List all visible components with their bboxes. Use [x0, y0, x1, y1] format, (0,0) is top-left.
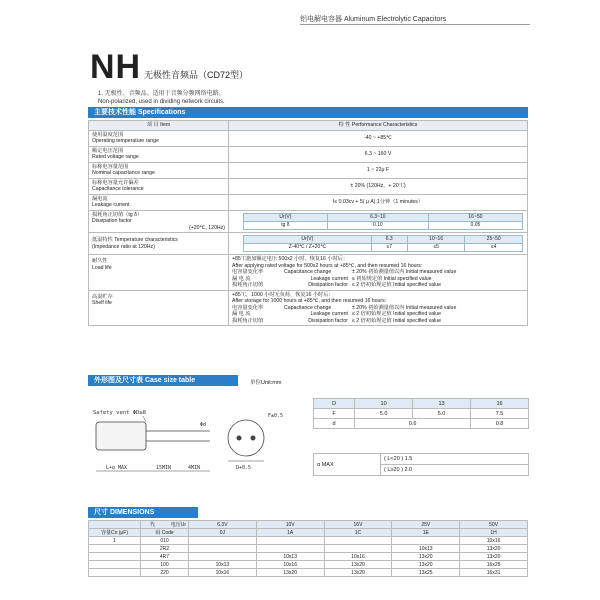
capacitor-body: [96, 422, 146, 450]
dim-hdr2-3: 1A: [256, 529, 324, 537]
df-r3: 0.05: [428, 221, 522, 229]
alpha-v2: ( L≥20 ) 2.0: [381, 465, 529, 476]
dim-cell: [324, 537, 392, 545]
table-row: [89, 569, 528, 577]
dim-cell: 10x13: [392, 545, 460, 553]
spec-row-load: [89, 255, 528, 291]
dim-hdr2-4: 1C: [324, 529, 392, 537]
dim-cell: 10x16: [324, 553, 392, 561]
df-h1: Ur(V): [244, 213, 328, 221]
spec-label-cn: 标称电容量允许偏差: [92, 179, 139, 186]
dim-cell: 13x20: [392, 561, 460, 569]
spec-label-en: Load life: [92, 264, 112, 271]
table-row: [89, 537, 528, 545]
dim-cell: 13x20: [460, 545, 528, 553]
dim-hdr2-2: 0J: [189, 529, 257, 537]
f-3: 7.5: [471, 409, 529, 419]
lt-r4: ≤4: [465, 244, 523, 252]
dim-cell: 4R7: [141, 553, 189, 561]
shelf-c1: ± 20% 初始测量值以内 Initial measured value: [352, 304, 457, 311]
shelf-c2: ≤ 2 倍初始规定值 Initial specified value: [352, 311, 442, 317]
header-rule: [300, 24, 530, 25]
drawing-min-label: 15MIN: [156, 465, 172, 471]
spec-row-lowtemp: [89, 233, 528, 255]
series-name: NH: [90, 48, 142, 86]
dim-cell: 10x16: [189, 569, 257, 577]
spec-row-shelf: [89, 290, 528, 326]
df-h2: 6.3~10: [327, 213, 428, 221]
load-line-en: After applying rated voltage for 500x2 hours at +85℃, and then resumed 16 hours:: [232, 262, 423, 269]
dim-cell: [89, 569, 141, 577]
dim-cell: 010: [141, 537, 189, 545]
dim-cell: [189, 537, 257, 545]
feature-line-en: Non-polarized, used in dividing network circuits.: [98, 99, 225, 105]
spec-table: [88, 120, 528, 326]
dim-cell: [256, 545, 324, 553]
dim-cell: 100: [141, 561, 189, 569]
spec-row: [89, 178, 528, 194]
spec-label-cn: 耐久性: [92, 258, 108, 264]
dim-cell: 13x20: [324, 561, 392, 569]
shelf-a1: 电容量变化率: [232, 304, 264, 311]
dim-cell: 13x25: [392, 569, 460, 577]
spec-label-cn: 漏电流: [92, 195, 108, 202]
capacitor-end-view: [228, 420, 264, 456]
dim-cell: [89, 553, 141, 561]
drawing-phi-label: Φd: [200, 422, 207, 428]
section-dimensions: 尺寸 DIMENSIONS: [88, 507, 198, 518]
df-table: [243, 213, 523, 230]
shelf-b1: Capacitance change: [284, 304, 332, 311]
alpha-label: α MAX: [314, 454, 381, 476]
spec-row: [89, 146, 528, 162]
dim-cell: 13x20: [460, 553, 528, 561]
dim-cell: [189, 545, 257, 553]
dim-hdr2a: 代: [150, 522, 156, 528]
load-c2: ≤ 初始规定值 Initial specified value: [352, 275, 432, 282]
features: [98, 90, 225, 106]
df-r1: tg δ: [244, 221, 328, 229]
dim-hdr2-6: 1H: [460, 529, 528, 537]
drawing-f-label: F±0.5: [268, 413, 284, 419]
dim-cell: 220: [141, 569, 189, 577]
dim-cell: 10x16: [460, 537, 528, 545]
dim-cell: [89, 561, 141, 569]
dim-hdr1-5: 50V: [460, 521, 528, 529]
load-b1: Capacitance change: [284, 269, 332, 275]
spec-value: -40 ~ +85℃: [229, 130, 528, 146]
dim-cell: [89, 545, 141, 553]
dim-hdr1-0: 电压Ur: [141, 521, 189, 529]
dim-cell: 16x31: [460, 569, 528, 577]
alpha-v1: ( L<20 ) 1.5: [381, 454, 529, 465]
lt-r1: Z-40℃ / Z+20℃: [244, 244, 372, 252]
load-c1: ± 20% 初始测量值以内 Initial measured value: [352, 269, 457, 275]
spec-label-en: Leakage current: [92, 202, 130, 208]
dim-cell: [189, 553, 257, 561]
col-characteristics: 特 性 Performance Characteristics: [229, 121, 528, 131]
spec-label-cn: 使用温度范围: [92, 131, 124, 138]
dim-hdr1-1: 6.3V: [189, 521, 257, 529]
d-hdr-1: 10: [355, 399, 413, 409]
drawing-min2-label: 4MIN: [188, 465, 201, 471]
dimensions-table: [88, 520, 528, 577]
spec-label-cn: 标称电容量范围: [92, 163, 129, 170]
alpha-table: [313, 453, 529, 476]
lt-r3: ≤5: [407, 244, 465, 252]
dd-2: 0.8: [471, 419, 529, 429]
spec-header-row: [89, 121, 528, 131]
dim-cell: 13x20: [392, 553, 460, 561]
spec-label-en: Capacitance tolerance: [92, 186, 144, 192]
dd-0: d: [314, 419, 355, 429]
d-hdr-2: 13: [413, 399, 471, 409]
series-subtitle: 无极性音频品（CD72型）: [144, 70, 249, 80]
dim-cell: 13x20: [324, 569, 392, 577]
dim-cell: 2R2: [141, 545, 189, 553]
dim-cell: 10x13: [256, 553, 324, 561]
table-row: [89, 561, 528, 569]
spec-row-dissipation: [89, 210, 528, 233]
spec-value: 1 ~ 22μ F: [229, 162, 528, 178]
dim-cell: 10x16: [256, 561, 324, 569]
spec-row: [89, 194, 528, 210]
dim-cell: 16x25: [460, 561, 528, 569]
spec-label-en: Shelf life: [92, 300, 112, 306]
spec-row: [89, 162, 528, 178]
dim-cell: 10x13: [189, 561, 257, 569]
shelf-c3: ≤ 2 倍初始规定值 Initial specified value: [352, 317, 442, 324]
spec-label-cn: 高温贮存: [92, 293, 113, 300]
load-a3: 损耗角正切值: [232, 282, 264, 288]
case-drawing: [88, 395, 303, 485]
load-line-cn: +85℃施加额定电压 500x2 小时，恢复16 小时后：: [232, 256, 349, 262]
dim-cell: 13x20: [256, 569, 324, 577]
dim-cell: [256, 537, 324, 545]
shelf-b2: Leakage current: [310, 311, 348, 317]
load-c3: ≤ 2 倍初始规定值 Initial specified value: [352, 282, 442, 288]
lt-h1: Ur(V): [244, 236, 372, 244]
load-b3: Dissipation factor: [308, 282, 348, 288]
page-header: 铝电解电容器 Aluminum Electrolytic Capacitors: [300, 16, 447, 23]
load-a2: 漏 电 流: [232, 275, 251, 282]
drawing-vent-label: Safety vent ΦD≥8: [93, 410, 146, 416]
shelf-line-cn: +85℃，1000 小时无负荷，恢复16 小时后：: [232, 291, 334, 298]
lt-r2: ≤7: [371, 244, 407, 252]
section-case-size: 外形图及尺寸表 Case size table: [88, 375, 238, 386]
spec-label-en: Operating temperature range: [92, 138, 159, 144]
spec-value: ± 20% (120Hz，+ 20℃): [229, 178, 528, 194]
spec-label-en: Rated voltage range: [92, 154, 139, 160]
spec-label-cn: 额定电压范围: [92, 147, 124, 154]
dim-cell: [324, 545, 392, 553]
table-row: [89, 545, 528, 553]
spec-label-en: (Impedance ratio at 120Hz): [92, 243, 155, 250]
table-row: [89, 553, 528, 561]
spec-label-en: Nominal capacitance range: [92, 170, 155, 176]
load-b2: Leakage current: [310, 275, 348, 282]
dim-hdr1-4: 25V: [392, 521, 460, 529]
dim-cell: 1: [89, 537, 141, 545]
spec-label-cn: 损耗角正切值（tg δ）: [92, 211, 143, 218]
shelf-a3: 损耗角正切值: [232, 317, 264, 324]
spec-value: I≤ 0.03cv + 5( μ A) 1分钟（1 minutes）: [229, 194, 528, 210]
col-item: 项 目 Item: [89, 121, 229, 131]
shelf-b3: Dissipation factor: [308, 317, 348, 324]
dim-hdr2-0: 容量Cn (μF): [89, 529, 141, 537]
dd-1: 0.6: [355, 419, 471, 429]
drawing-l-label: L+α MAX: [106, 465, 128, 471]
dim-cell: [392, 537, 460, 545]
spec-label-cn: 低温特性 Temperature characteristics: [92, 237, 178, 243]
dim-hdr2-1: 码 Code: [141, 529, 189, 537]
dim-hdr1-2: 10V: [256, 521, 324, 529]
feature-line-cn: 1. 无极性、音频品。适用于音频分频网络电路。: [98, 91, 225, 97]
f-2: 5.0: [413, 409, 471, 419]
lt-h4: 25~50: [465, 236, 523, 244]
drawing-d-label: D+0.5: [236, 465, 252, 471]
d-hdr-3: 16: [471, 399, 529, 409]
d-table: [313, 398, 529, 429]
section-specifications: 主要技术性能 Specifications: [88, 107, 528, 118]
lt-h2: 6.3: [371, 236, 407, 244]
f-1: 5.0: [355, 409, 413, 419]
df-h3: 16~50: [428, 213, 522, 221]
lt-h3: 10~16: [407, 236, 465, 244]
dim-hdr1-3: 16V: [324, 521, 392, 529]
spec-label-en: Dissipation factor: [92, 218, 132, 224]
spec-condition: (+20℃, 120Hz): [189, 224, 225, 231]
spec-value: 6.3 ~ 160 V: [229, 146, 528, 162]
unit-label: 单位Unit:mm: [250, 380, 282, 386]
spec-row: [89, 130, 528, 146]
d-hdr-0: D: [314, 399, 355, 409]
dim-hdr2-5: 1E: [392, 529, 460, 537]
shelf-line-en: After storage for 1000 hours at +85℃, and then resumed 16 hours:: [232, 298, 387, 304]
load-a1: 电容量变化率: [232, 269, 264, 275]
shelf-a2: 漏 电 流: [232, 311, 251, 317]
lowtemp-table: [243, 235, 523, 252]
f-0: F: [314, 409, 355, 419]
df-r2: 0.10: [327, 221, 428, 229]
